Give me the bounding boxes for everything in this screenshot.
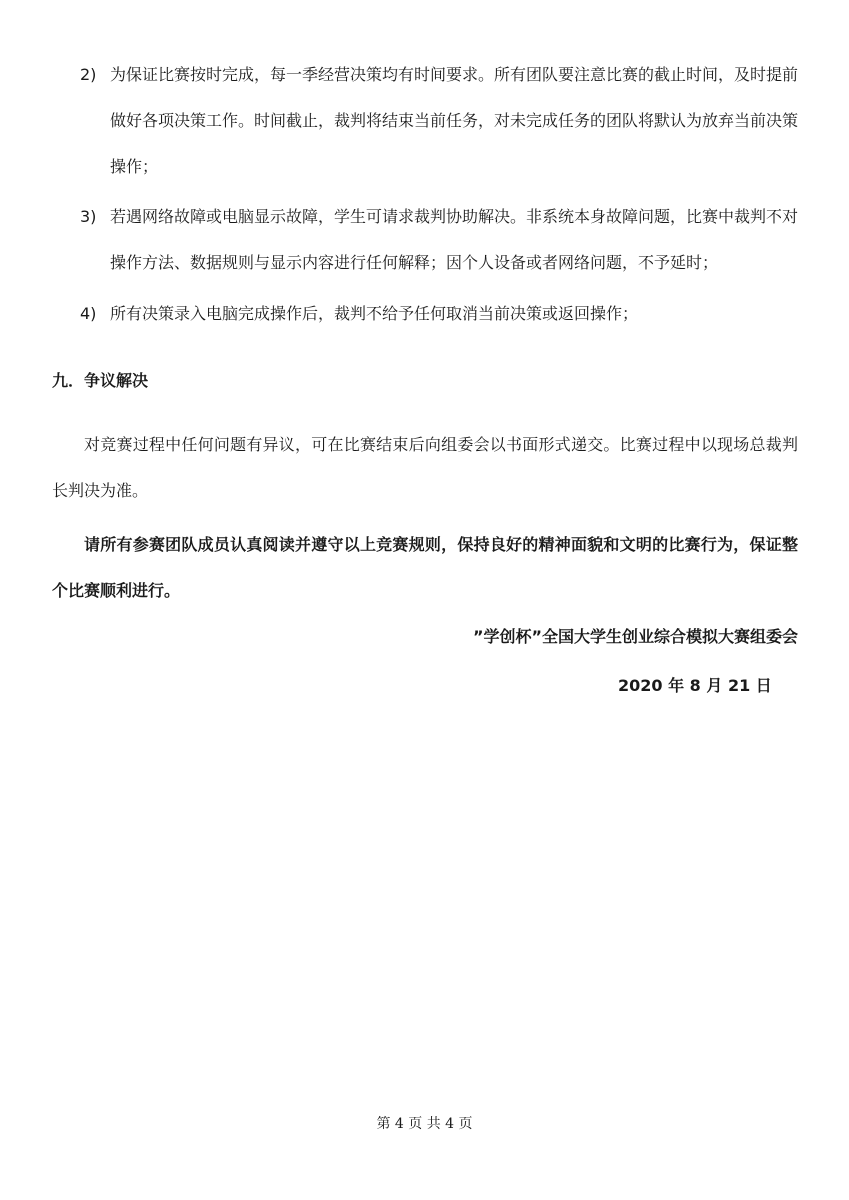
rule-item-number: 3) (80, 207, 97, 226)
signature-organization: ”学创杯”全国大学生创业综合模拟大赛组委会 (472, 627, 798, 646)
rule-item-number: 2) (80, 65, 97, 84)
rule-item-text: 若遇网络故障或电脑显示故障，学生可请求裁判协助解决。非系统本身故障问题，比赛中裁判不对操作方法、数据规则与显示内容进行任何解释；因个人设备或者网络问题，不予延时； (110, 207, 799, 272)
rule-item-text: 所有决策录入电脑完成操作后，裁判不给予任何取消当前决策或返回操作； (110, 304, 639, 323)
closing-paragraph: 请所有参赛团队成员认真阅读并遵守以上竞赛规则，保持良好的精神面貌和文明的比赛行为，保证整个比赛顺利进行。 (52, 535, 798, 600)
dispute-paragraph: 对竞赛过程中任何问题有异议，可在比赛结束后向组委会以书面形式递交。比赛过程中以现场总裁判长判决为准。 (52, 435, 798, 500)
section-title: 九．争议解决 (52, 371, 149, 390)
rule-item-3 (80, 194, 798, 286)
page-footer: 第 4 页 共 4 页 (376, 1116, 473, 1132)
rule-item-number: 4) (80, 304, 97, 323)
signature-date: 2020 年 8 月 21 日 (618, 676, 772, 695)
rule-item-text: 为保证比赛按时完成，每一季经营决策均有时间要求。所有团队要注意比赛的截止时间，及时提前做好各项决策工作。时间截止，裁判将结束当前任务，对未完成任务的团队将默认为放弃当前决策操作； (110, 65, 799, 176)
rule-item-2 (80, 52, 798, 190)
rule-item-4 (80, 291, 798, 337)
